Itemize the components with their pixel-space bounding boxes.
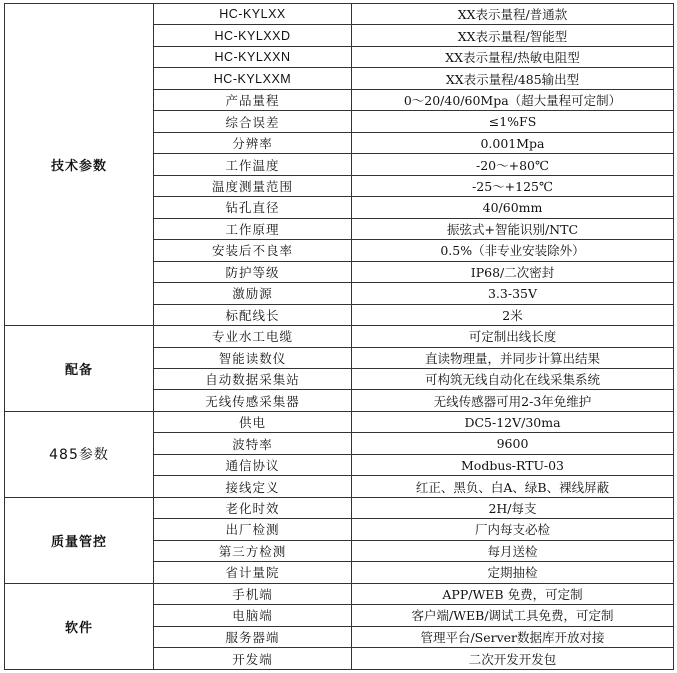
row-value: 二次开发开发包 (352, 648, 674, 670)
row-label: 开发端 (154, 648, 352, 670)
row-value: 客户端/WEB/调试工具免费，可定制 (352, 605, 674, 626)
row-value: APP/WEB 免费，可定制 (352, 583, 674, 604)
row-label: HC-KYLXXD (154, 25, 352, 46)
row-value: 红正、黑负、白A、绿B、裸线屏蔽 (352, 476, 674, 497)
row-value: XX表示量程/普通款 (352, 4, 674, 25)
row-value: 每月送检 (352, 540, 674, 561)
row-value: XX表示量程/485输出型 (352, 68, 674, 89)
row-value: 定期抽检 (352, 562, 674, 583)
row-label: HC-KYLXXN (154, 46, 352, 67)
row-label: 安装后不良率 (154, 240, 352, 261)
row-label: 通信协议 (154, 454, 352, 475)
row-label: 无线传感采集器 (154, 390, 352, 411)
row-label: 工作原理 (154, 218, 352, 239)
row-label: 接线定义 (154, 476, 352, 497)
spec-table (4, 3, 674, 670)
row-label: 出厂检测 (154, 519, 352, 540)
row-label: 分辨率 (154, 132, 352, 153)
row-value: XX表示量程/智能型 (352, 25, 674, 46)
row-value: 0.001Mpa (352, 132, 674, 153)
row-label: 温度测量范围 (154, 175, 352, 196)
row-value: 2米 (352, 304, 674, 325)
table-row (5, 4, 674, 25)
row-value: -20～+80℃ (352, 154, 674, 175)
row-value: 2H/每支 (352, 497, 674, 518)
row-label: 综合误差 (154, 111, 352, 132)
row-label: 手机端 (154, 583, 352, 604)
table-row (5, 326, 674, 347)
row-label: 省计量院 (154, 562, 352, 583)
row-label: 自动数据采集站 (154, 368, 352, 389)
row-label: 供电 (154, 411, 352, 432)
row-label: 电脑端 (154, 605, 352, 626)
row-value: 0.5%（非专业安装除外） (352, 240, 674, 261)
row-label: 老化时效 (154, 497, 352, 518)
table-row (5, 497, 674, 518)
row-value: ≤1%FS (352, 111, 674, 132)
row-value: 管理平台/Server数据库开放对接 (352, 626, 674, 647)
row-label: 工作温度 (154, 154, 352, 175)
row-label: 智能读数仪 (154, 347, 352, 368)
row-value: 0～20/40/60Mpa（超大量程可定制） (352, 89, 674, 110)
section-category: 技术参数 (5, 4, 154, 326)
section-category: 软件 (5, 583, 154, 669)
row-label: 第三方检测 (154, 540, 352, 561)
row-label: 波特率 (154, 433, 352, 454)
row-value: 可构筑无线自动化在线采集系统 (352, 368, 674, 389)
row-label: 激励源 (154, 283, 352, 304)
row-value: XX表示量程/热敏电阻型 (352, 46, 674, 67)
row-value: 可定制出线长度 (352, 326, 674, 347)
row-value: 厂内每支必检 (352, 519, 674, 540)
row-label: 钻孔直径 (154, 197, 352, 218)
table-row (5, 583, 674, 604)
row-label: 标配线长 (154, 304, 352, 325)
row-value: -25～+125℃ (352, 175, 674, 196)
section-category: 质量管控 (5, 497, 154, 583)
row-value: 振弦式+智能识别/NTC (352, 218, 674, 239)
row-value: 直读物理量，并同步计算出结果 (352, 347, 674, 368)
table-row (5, 411, 674, 432)
row-value: 9600 (352, 433, 674, 454)
row-label: 产品量程 (154, 89, 352, 110)
row-label: 防护等级 (154, 261, 352, 282)
spec-table-body (5, 4, 674, 670)
row-value: Modbus-RTU-03 (352, 454, 674, 475)
row-value: IP68/二次密封 (352, 261, 674, 282)
row-label: HC-KYLXX (154, 4, 352, 25)
row-value: 3.3-35V (352, 283, 674, 304)
section-category: 485参数 (5, 411, 154, 497)
row-value: 无线传感器可用2-3年免维护 (352, 390, 674, 411)
row-label: 专业水工电缆 (154, 326, 352, 347)
row-label: 服务器端 (154, 626, 352, 647)
row-label: HC-KYLXXM (154, 68, 352, 89)
section-category: 配备 (5, 326, 154, 412)
row-value: DC5-12V/30ma (352, 411, 674, 432)
row-value: 40/60mm (352, 197, 674, 218)
